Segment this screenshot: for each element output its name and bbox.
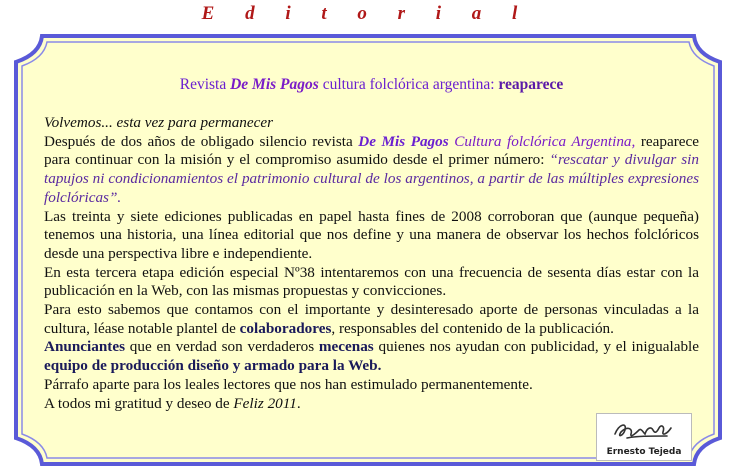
editorial-title: E d i t o r i a l xyxy=(201,3,531,24)
colaboradores-label: colaboradores xyxy=(239,319,332,337)
subtitle xyxy=(44,76,699,94)
paragraph-6: Párrafo aparte para los leales lectores que nos han estimulado permanentemente. xyxy=(44,375,533,393)
subtitle-middle: cultura folclórica argentina: xyxy=(318,76,499,93)
editorial-body xyxy=(44,114,699,413)
anunciantes-label: Anunciantes xyxy=(44,338,126,356)
subtitle-status: reaparece xyxy=(498,76,564,93)
p1-magazine-sub: Cultura folclórica Argentina, xyxy=(448,132,636,150)
paragraph-3: En esta tercera etapa edición especial Nº38 intentaremos con una frecuencia de sesenta días estar con la publicación en la Web, con las mismas propuestas y convicciones. xyxy=(44,263,699,300)
p5-text-b: quienes nos ayudan con publicidad, y el inigualable xyxy=(373,338,699,356)
paragraph-5 xyxy=(44,338,699,375)
lead-line: Volvemos... esta vez para permanecer xyxy=(44,114,274,131)
paragraph-7 xyxy=(44,395,699,414)
p7-text-b: . xyxy=(296,394,301,412)
signature-name: Ernesto Tejeda xyxy=(606,447,682,457)
subtitle-prefix: Revista xyxy=(179,76,231,93)
p1-text-b: reaparece para continuar con la misión y el compromiso asumido desde el primer número: xyxy=(44,132,700,169)
paragraph-2: Las treinta y siete ediciones publicadas en papel hasta fines de 2008 corroboran que (aunque pequeña) tenemos una historia, una línea editorial que nos define y una manera de observar los hechos folclóricos desde una perspectiva libre e independiente. xyxy=(44,207,699,262)
p4-text-a: Para esto sabemos que contamos con el importante y desinteresado aporte de personas vinculadas a la cultura, léase notable plantel de xyxy=(44,301,699,337)
p1-quote: “rescatar y divulgar sin tapujos ni condicionamientos el patrimonio cultural de los argentinos, a partir de las múltiples expresiones folclóricas”. xyxy=(44,151,699,206)
p7-feliz: Feliz 2011 xyxy=(233,394,297,412)
signature-box xyxy=(596,413,692,461)
paragraph-1 xyxy=(44,133,699,208)
mecenas-label: mecenas xyxy=(318,338,374,356)
magazine-name: De Mis Pagos xyxy=(230,76,319,93)
p5-text-a: que en verdad son verdaderos xyxy=(125,338,319,356)
equipo-label: equipo de producción diseño y armado para la Web. xyxy=(44,357,382,375)
paragraph-4 xyxy=(44,301,699,338)
p7-text-a: A todos mi gratitud y deseo de xyxy=(44,394,234,412)
p1-text-a: Después de dos años de obligado silencio revista xyxy=(44,132,359,150)
handwritten-signature xyxy=(597,414,691,446)
p4-text-b: , responsables del contenido de la publicación. xyxy=(331,319,614,337)
p1-magazine: De Mis Pagos xyxy=(358,132,449,150)
